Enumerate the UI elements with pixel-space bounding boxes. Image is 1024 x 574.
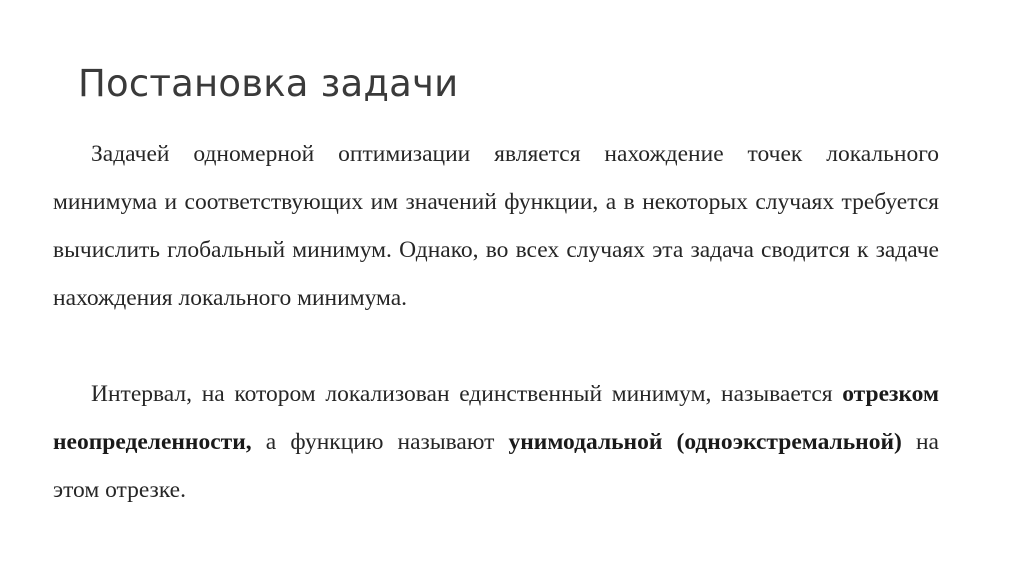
paragraph-interval-text-1: Интервал, на котором локализован единственный минимум, называется [91, 381, 843, 407]
paragraph-definition: Задачей одномерной оптимизации является нахождение точек локального минимума и соответствующих им значений функции, а в некоторых случаях требуется вычислить глобальный минимум. Однако, во всех случаях эта задача сводится к задаче нахождения локального минимума. [53, 141, 939, 311]
paragraph-interval-text-3: на этом отрезке. [53, 429, 939, 503]
slide-body [53, 130, 939, 514]
slide-title: Постановка задачи [78, 62, 459, 105]
paragraph-interval-text-2: а функцию называют [251, 429, 509, 455]
term-uncertainty-segment: отрезком неопределенности, [53, 381, 939, 455]
term-unimodal: унимодальной (одноэкстремальной) [508, 429, 902, 455]
paragraph-interval [53, 370, 939, 514]
